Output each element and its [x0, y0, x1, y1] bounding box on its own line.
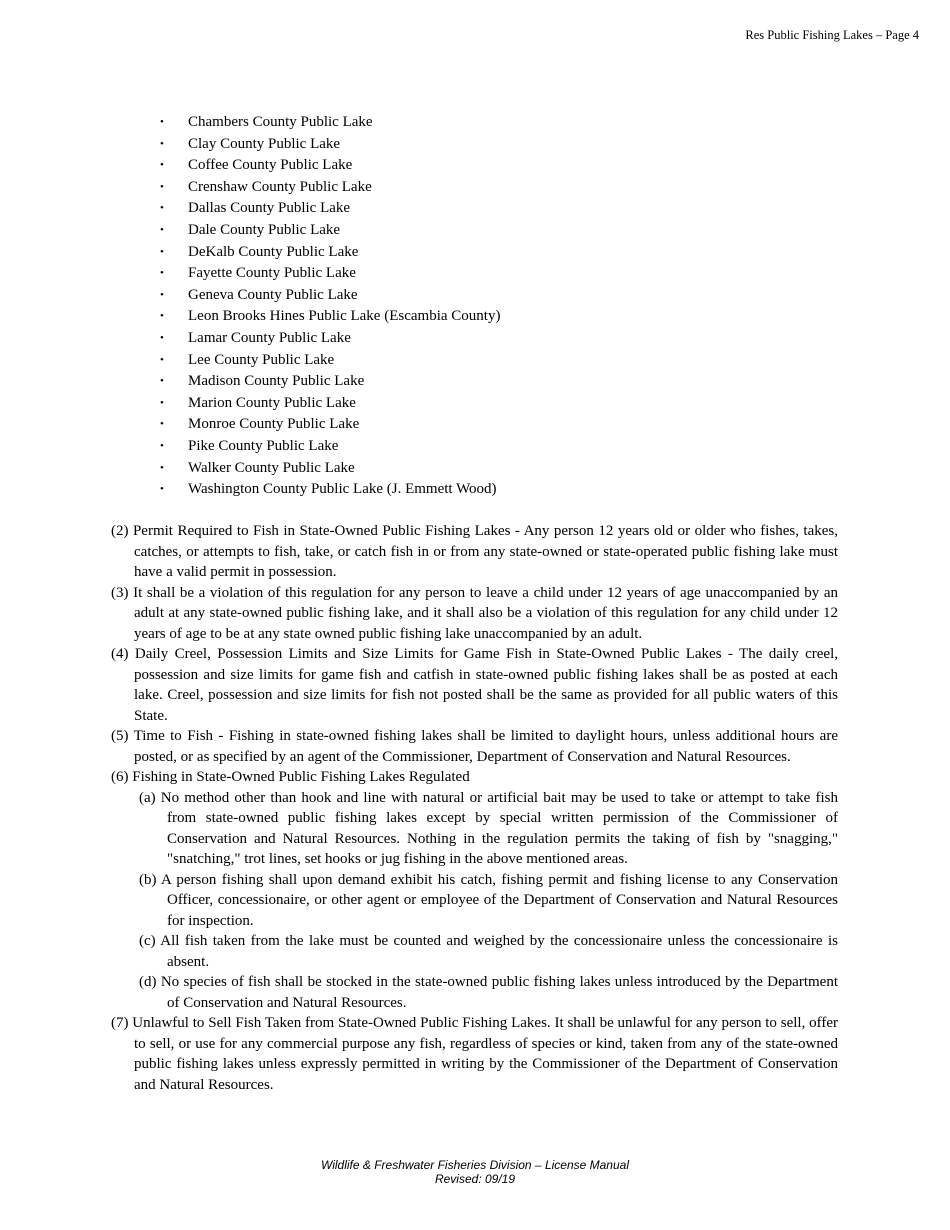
lake-name: Leon Brooks Hines Public Lake (Escambia County) — [188, 308, 501, 325]
regulation-6d-stocking: (d) No species of fish shall be stocked in the state-owned public fishing lakes unless introduced by the Department of Conservation and Natural Resources. — [139, 974, 838, 1011]
list-item — [160, 414, 500, 436]
list-item — [160, 306, 500, 328]
regulation-6a-methods: (a) No method other than hook and line with natural or artificial bait may be used to take or attempt to take fish from state-owned public fishing lakes except by special written permission of the Commissioner of Conservation and Natural Resources. Nothing in the regulation permits the taking of fish by "snagging," "snatching," trot lines, set hooks or jug fishing in the above mentioned areas. — [139, 789, 838, 867]
page-footer — [0, 1158, 950, 1186]
lake-name: Chambers County Public Lake — [188, 114, 373, 130]
list-item — [160, 242, 500, 264]
list-item — [160, 371, 500, 393]
regulation-6b-exhibit-catch: (b) A person fishing shall upon demand exhibit his catch, fishing permit and fishing license to any Conservation Officer, concessionaire, or other agent or employee of the Department of Conservation and Natural Resources for inspection. — [139, 871, 838, 929]
regulation-6c-weigh-fish: (c) All fish taken from the lake must be counted and weighed by the concessionaire unless the concessionaire is absent. — [139, 933, 838, 970]
lake-name: DeKalb County Public Lake — [188, 243, 359, 260]
lake-name: Lamar County Public Lake — [188, 329, 351, 346]
list-item — [160, 350, 500, 372]
list-item — [160, 177, 500, 199]
lake-name: Fayette County Public Lake — [188, 265, 356, 282]
lake-name: Crenshaw County Public Lake — [188, 178, 372, 195]
bullet-icon: • — [160, 137, 164, 150]
bullet-icon: • — [160, 375, 164, 388]
lake-name: Dallas County Public Lake — [188, 200, 351, 217]
lake-name: Pike County Public Lake — [188, 437, 339, 454]
regulation-4-creel-limits: (4) Daily Creel, Possession Limits and Size Limits for Game Fish in State-Owned Public Lakes - The daily creel, possession and size limits for game fish and catfish in state-owned public fishing lakes shall be as posted at each lake. Creel, possession and size limits for fish not posted shall be the same as provided for all public waters of this State. — [111, 646, 838, 724]
bullet-icon: • — [160, 202, 164, 215]
lake-name: Dale County Public Lake — [188, 221, 341, 238]
list-item — [160, 393, 500, 415]
list-item — [160, 285, 500, 307]
regulation-6-fishing-regulated: (6) Fishing in State-Owned Public Fishing Lakes Regulated — [111, 769, 470, 785]
lake-name: Lee County Public Lake — [188, 351, 335, 368]
bullet-icon: • — [160, 223, 164, 236]
bullet-icon: • — [160, 288, 164, 301]
list-item — [160, 112, 500, 134]
lake-name: Geneva County Public Lake — [188, 286, 358, 303]
bullet-icon: • — [160, 331, 164, 344]
bullet-icon: • — [160, 353, 164, 366]
lake-name: Marion County Public Lake — [188, 394, 356, 411]
page-header: Res Public Fishing Lakes – Page 4 — [745, 28, 919, 42]
lake-name: Coffee County Public Lake — [188, 157, 353, 174]
list-item — [160, 458, 500, 480]
lake-name: Clay County Public Lake — [188, 135, 341, 152]
regulation-2-permit-required: (2) Permit Required to Fish in State-Owned Public Fishing Lakes - Any person 12 years old or older who fishes, takes, catches, or attempts to fish, take, or catch fish in or from any state-owned or state-operated public fishing lake must have a valid permit in possession. — [111, 523, 838, 580]
footer-manual-title: Wildlife & Freshwater Fisheries Division – License Manual — [320, 1158, 629, 1172]
lake-name: Madison County Public Lake — [188, 373, 365, 390]
bullet-icon: • — [160, 461, 164, 474]
bullet-icon: • — [160, 439, 164, 452]
bullet-icon: • — [160, 159, 164, 172]
list-item — [160, 328, 500, 350]
list-item — [160, 220, 500, 242]
list-item — [160, 263, 500, 285]
bullet-icon: • — [160, 310, 164, 323]
bullet-icon: • — [160, 267, 164, 280]
bullet-icon: • — [160, 396, 164, 409]
lake-name: Monroe County Public Lake — [188, 416, 360, 433]
regulation-7-unlawful-sale: (7) Unlawful to Sell Fish Taken from State-Owned Public Fishing Lakes. It shall be unlawful for any person to sell, offer to sell, or use for any commercial purpose any fish, regardless of species or kind, taken from any of the state-owned public fishing lakes unless expressly permitted in writing by the Commissioner of the Department of Conservation and Natural Resources. — [111, 1015, 838, 1093]
bullet-icon: • — [160, 245, 164, 258]
public-lake-list — [160, 112, 500, 501]
regulation-5-time-to-fish: (5) Time to Fish - Fishing in state-owned fishing lakes shall be limited to daylight hours, unless additional hours are posted, or as specified by an agent of the Commissioner, Department of Conservation and Natural Resources. — [111, 728, 838, 765]
bullet-icon: • — [160, 180, 164, 193]
list-item — [160, 155, 500, 177]
list-item — [160, 134, 500, 156]
footer-revision-date: Revised: 09/19 — [434, 1172, 516, 1186]
list-item — [160, 198, 500, 220]
bullet-icon: • — [160, 116, 164, 128]
regulation-3-unaccompanied-child: (3) It shall be a violation of this regulation for any person to leave a child under 12 years of age unaccompanied by an adult at any state-owned public fishing lake, and it shall also be a violation of this regulation for any child under 12 years of age to be at any state owned public fishing lake unaccompanied by an adult. — [111, 584, 838, 642]
bullet-icon: • — [160, 483, 164, 496]
list-item — [160, 436, 500, 458]
lake-name: Walker County Public Lake — [188, 459, 355, 476]
bullet-icon: • — [160, 418, 164, 431]
regulations-section — [111, 521, 838, 1095]
list-item — [160, 479, 500, 501]
lake-name: Washington County Public Lake (J. Emmett Wood) — [188, 481, 497, 498]
